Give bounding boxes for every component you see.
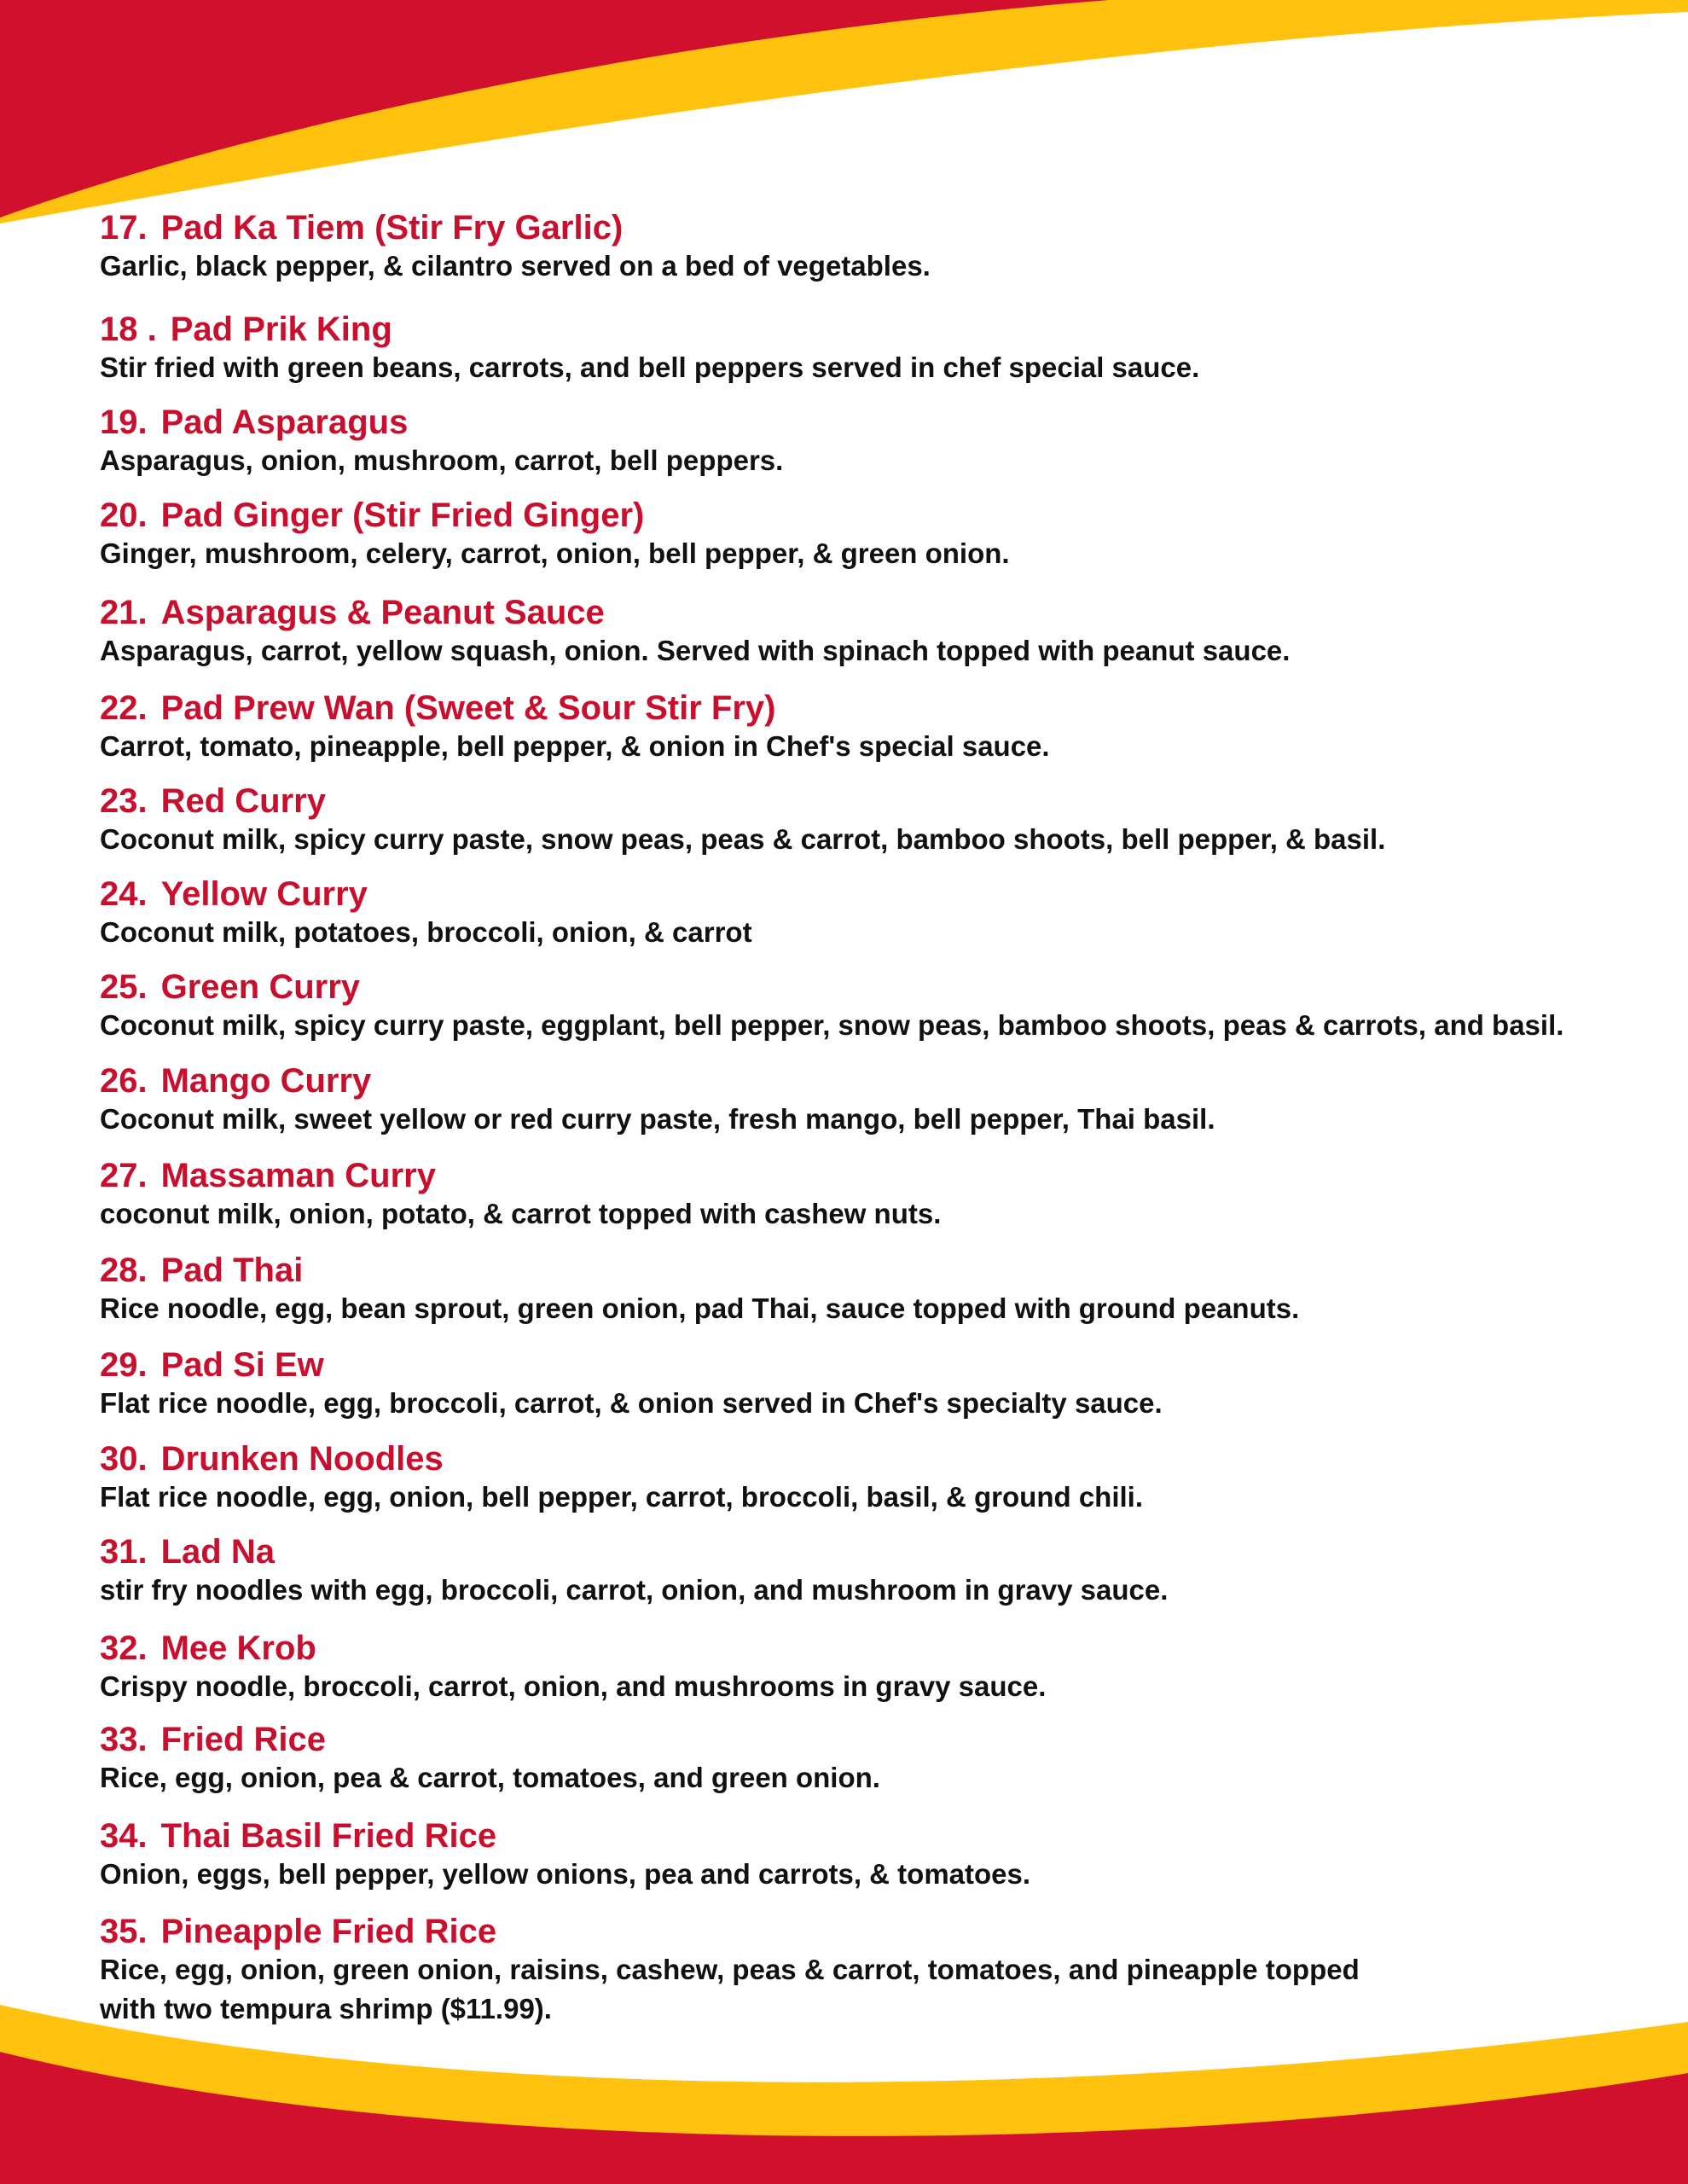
item-description: Coconut milk, spicy curry paste, snow peas, peas & carrot, bamboo shoots, bell pepper, & basil. [100, 823, 1386, 855]
item-name: Pad Ka Tiem (Stir Fry Garlic) [160, 209, 624, 247]
item-number: 29. [100, 1346, 148, 1384]
item-description: Coconut milk, sweet yellow or red curry paste, fresh mango, bell pepper, Thai basil. [100, 1103, 1215, 1135]
item-name: Mango Curry [160, 1062, 372, 1100]
item-number: 35. [100, 1913, 148, 1950]
menu-item-title [100, 207, 623, 248]
menu-item-title [100, 1250, 303, 1291]
menu-item-title [100, 1438, 444, 1479]
menu-item-title [100, 1345, 324, 1385]
item-number: 32. [100, 1629, 148, 1667]
item-name: Pad Si Ew [160, 1346, 324, 1384]
item-description: Ginger, mushroom, celery, carrot, onion, bell pepper, & green onion. [100, 537, 1010, 569]
item-number: 18 . [100, 311, 157, 348]
item-description: Coconut milk, spicy curry paste, eggplant, bell pepper, snow peas, bamboo shoots, peas & carrots, and basil. [100, 1009, 1564, 1041]
item-number: 22. [100, 689, 148, 727]
item-number: 26. [100, 1062, 148, 1100]
item-name: Red Curry [160, 782, 326, 820]
menu-item-title [100, 1155, 436, 1196]
menu-item-title [100, 1628, 316, 1669]
menu-item-title [100, 495, 644, 536]
menu-item-title [100, 309, 392, 350]
item-number: 17. [100, 209, 148, 247]
menu-item-title [100, 1719, 326, 1760]
item-description: Flat rice noodle, egg, broccoli, carrot, & onion served in Chef's specialty sauce. [100, 1387, 1163, 1419]
item-number: 34. [100, 1817, 148, 1855]
menu-item-title [100, 1060, 371, 1101]
item-number: 25. [100, 968, 148, 1006]
item-number: 27. [100, 1157, 148, 1194]
item-description: stir fry noodles with egg, broccoli, carrot, onion, and mushroom in gravy sauce. [100, 1574, 1169, 1606]
item-number: 30. [100, 1440, 148, 1478]
menu-item-title [100, 874, 368, 915]
item-description: coconut milk, onion, potato, & carrot topped with cashew nuts. [100, 1198, 942, 1229]
item-description: Asparagus, carrot, yellow squash, onion. Served with spinach topped with peanut sauce. [100, 635, 1291, 666]
item-description: Rice, egg, onion, pea & carrot, tomatoes, and green onion. [100, 1762, 880, 1793]
item-number: 24. [100, 875, 148, 913]
item-name: Pad Prik King [170, 311, 392, 348]
menu-item-title [100, 688, 776, 729]
item-name: Pineapple Fried Rice [160, 1913, 497, 1950]
item-description: Crispy noodle, broccoli, carrot, onion, and mushrooms in gravy sauce. [100, 1670, 1047, 1702]
item-description: Garlic, black pepper, & cilantro served on a bed of vegetables. [100, 250, 931, 282]
item-name: Pad Thai [160, 1252, 304, 1289]
item-description: Coconut milk, potatoes, broccoli, onion, & carrot [100, 916, 752, 948]
item-number: 21. [100, 594, 148, 631]
menu-item-title [100, 781, 326, 822]
menu-item-title [100, 967, 360, 1008]
item-name: Pad Ginger (Stir Fried Ginger) [160, 497, 645, 534]
menu-item-title [100, 1815, 496, 1856]
item-description: Asparagus, onion, mushroom, carrot, bell peppers. [100, 444, 784, 476]
item-description: Carrot, tomato, pineapple, bell pepper, & onion in Chef's special sauce. [100, 730, 1050, 762]
menu-item-title [100, 1531, 275, 1572]
menu-item-title [100, 592, 605, 633]
item-name: Mee Krob [160, 1629, 316, 1667]
item-name: Fried Rice [160, 1721, 327, 1758]
item-name: Massaman Curry [160, 1157, 436, 1194]
item-name: Asparagus & Peanut Sauce [160, 594, 605, 631]
item-description: Stir fried with green beans, carrots, and bell peppers served in chef special sauce. [100, 351, 1200, 383]
item-name: Drunken Noodles [160, 1440, 444, 1478]
item-name: Yellow Curry [160, 875, 368, 913]
item-description: Rice noodle, egg, bean sprout, green onion, pad Thai, sauce topped with ground peanuts. [100, 1292, 1300, 1324]
item-number: 28. [100, 1252, 148, 1289]
item-name: Thai Basil Fried Rice [160, 1817, 497, 1855]
item-number: 20. [100, 497, 148, 534]
item-name: Pad Asparagus [160, 404, 409, 441]
item-description: Rice, egg, onion, green onion, raisins, cashew, peas & carrot, tomatoes, and pineapple topped with two tempura shrimp ($11.99). [100, 1954, 1360, 2024]
item-name: Lad Na [160, 1533, 275, 1571]
item-name: Pad Prew Wan (Sweet & Sour Stir Fry) [160, 689, 776, 727]
item-number: 19. [100, 404, 148, 441]
menu-item-title [100, 402, 408, 443]
item-number: 31. [100, 1533, 148, 1571]
item-number: 33. [100, 1721, 148, 1758]
menu-item-title [100, 1911, 496, 1952]
item-description: Onion, eggs, bell pepper, yellow onions, pea and carrots, & tomatoes. [100, 1858, 1031, 1890]
item-description: Flat rice noodle, egg, onion, bell pepper, carrot, broccoli, basil, & ground chili. [100, 1481, 1143, 1513]
item-name: Green Curry [160, 968, 361, 1006]
item-number: 23. [100, 782, 148, 820]
